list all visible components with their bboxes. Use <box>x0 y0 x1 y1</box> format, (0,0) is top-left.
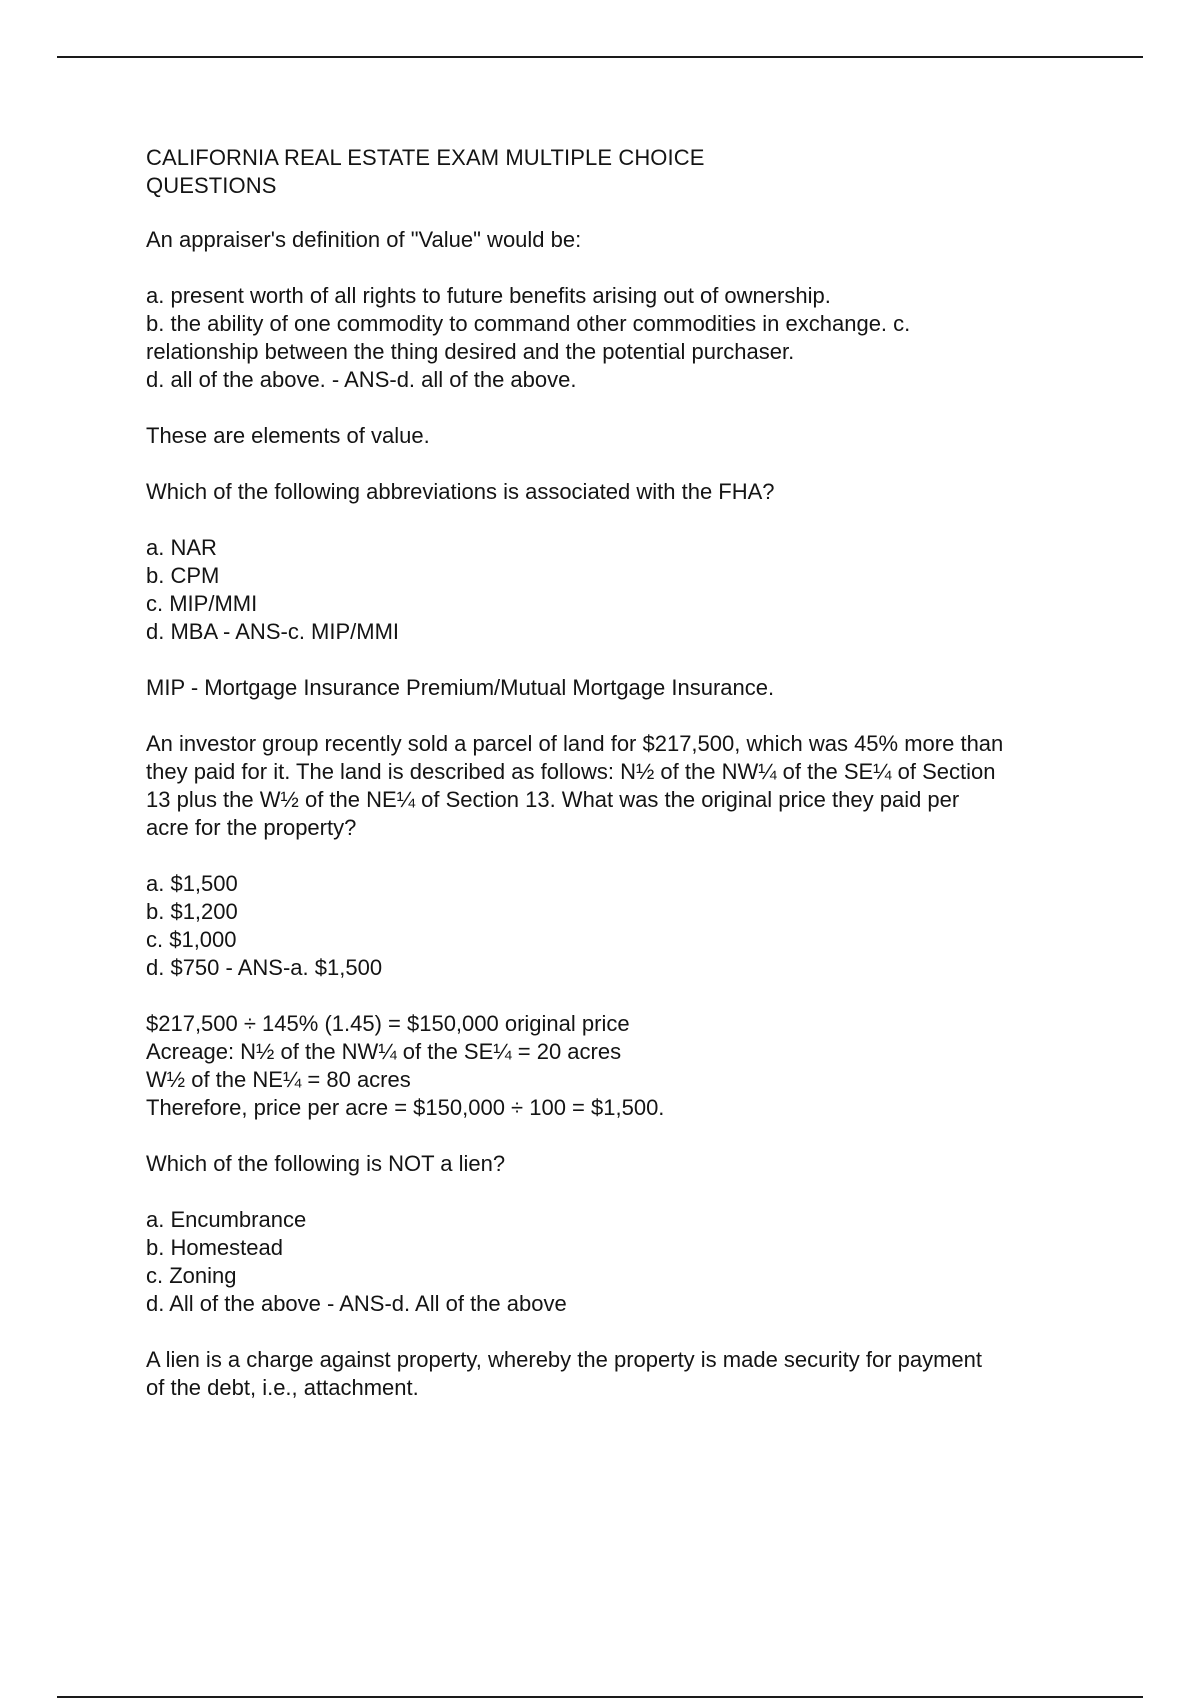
answer-option: d. All of the above - ANS-d. All of the above <box>146 1291 567 1316</box>
question-text: An investor group recently sold a parcel of land for $217,500, which was 45% more than <box>146 731 1004 756</box>
question-text: acre for the property? <box>146 815 357 840</box>
answer-option: c. MIP/MMI <box>146 591 258 616</box>
answer-option: a. Encumbrance <box>146 1207 307 1232</box>
answer-option: b. CPM <box>146 563 220 588</box>
answer-option: d. $750 - ANS-a. $1,500 <box>146 955 383 980</box>
explanation: MIP - Mortgage Insurance Premium/Mutual Mortgage Insurance. <box>146 675 775 700</box>
question-1 <box>146 226 1096 450</box>
answer-option: c. Zoning <box>146 1263 237 1288</box>
page-title <box>146 144 1096 200</box>
answer-option: b. $1,200 <box>146 899 238 924</box>
footer-rule <box>57 1696 1143 1698</box>
answer-option: relationship between the thing desired and the potential purchaser. <box>146 339 795 364</box>
header-rule <box>57 56 1143 58</box>
explanation: A lien is a charge against property, whereby the property is made security for payment <box>146 1347 983 1372</box>
question-text: 13 plus the W½ of the NE¼ of Section 13. What was the original price they paid per <box>146 787 960 812</box>
answer-option: d. MBA - ANS-c. MIP/MMI <box>146 619 400 644</box>
question-text: Which of the following is NOT a lien? <box>146 1151 506 1176</box>
title-line: CALIFORNIA REAL ESTATE EXAM MULTIPLE CHOICE <box>146 145 705 170</box>
question-2 <box>146 478 1096 702</box>
title-line: QUESTIONS <box>146 173 277 198</box>
document-body <box>146 144 1096 1402</box>
question-4 <box>146 1150 1096 1402</box>
question-text: An appraiser's definition of "Value" would be: <box>146 227 582 252</box>
explanation: Therefore, price per acre = $150,000 ÷ 100 = $1,500. <box>146 1095 665 1120</box>
answer-option: c. $1,000 <box>146 927 237 952</box>
answer-option: a. $1,500 <box>146 871 238 896</box>
explanation: $217,500 ÷ 145% (1.45) = $150,000 original price <box>146 1011 630 1036</box>
explanation: Acreage: N½ of the NW¼ of the SE¼ = 20 acres <box>146 1039 622 1064</box>
question-3 <box>146 730 1096 1122</box>
explanation: of the debt, i.e., attachment. <box>146 1375 419 1400</box>
answer-option: a. NAR <box>146 535 217 560</box>
explanation: W½ of the NE¼ = 80 acres <box>146 1067 411 1092</box>
answer-option: a. present worth of all rights to future benefits arising out of ownership. <box>146 283 831 308</box>
answer-option: b. Homestead <box>146 1235 283 1260</box>
answer-option: d. all of the above. - ANS-d. all of the above. <box>146 367 577 392</box>
explanation: These are elements of value. <box>146 423 430 448</box>
answer-option: b. the ability of one commodity to command other commodities in exchange. c. <box>146 311 911 336</box>
question-text: Which of the following abbreviations is associated with the FHA? <box>146 479 775 504</box>
question-text: they paid for it. The land is described as follows: N½ of the NW¼ of the SE¼ of Section <box>146 759 996 784</box>
